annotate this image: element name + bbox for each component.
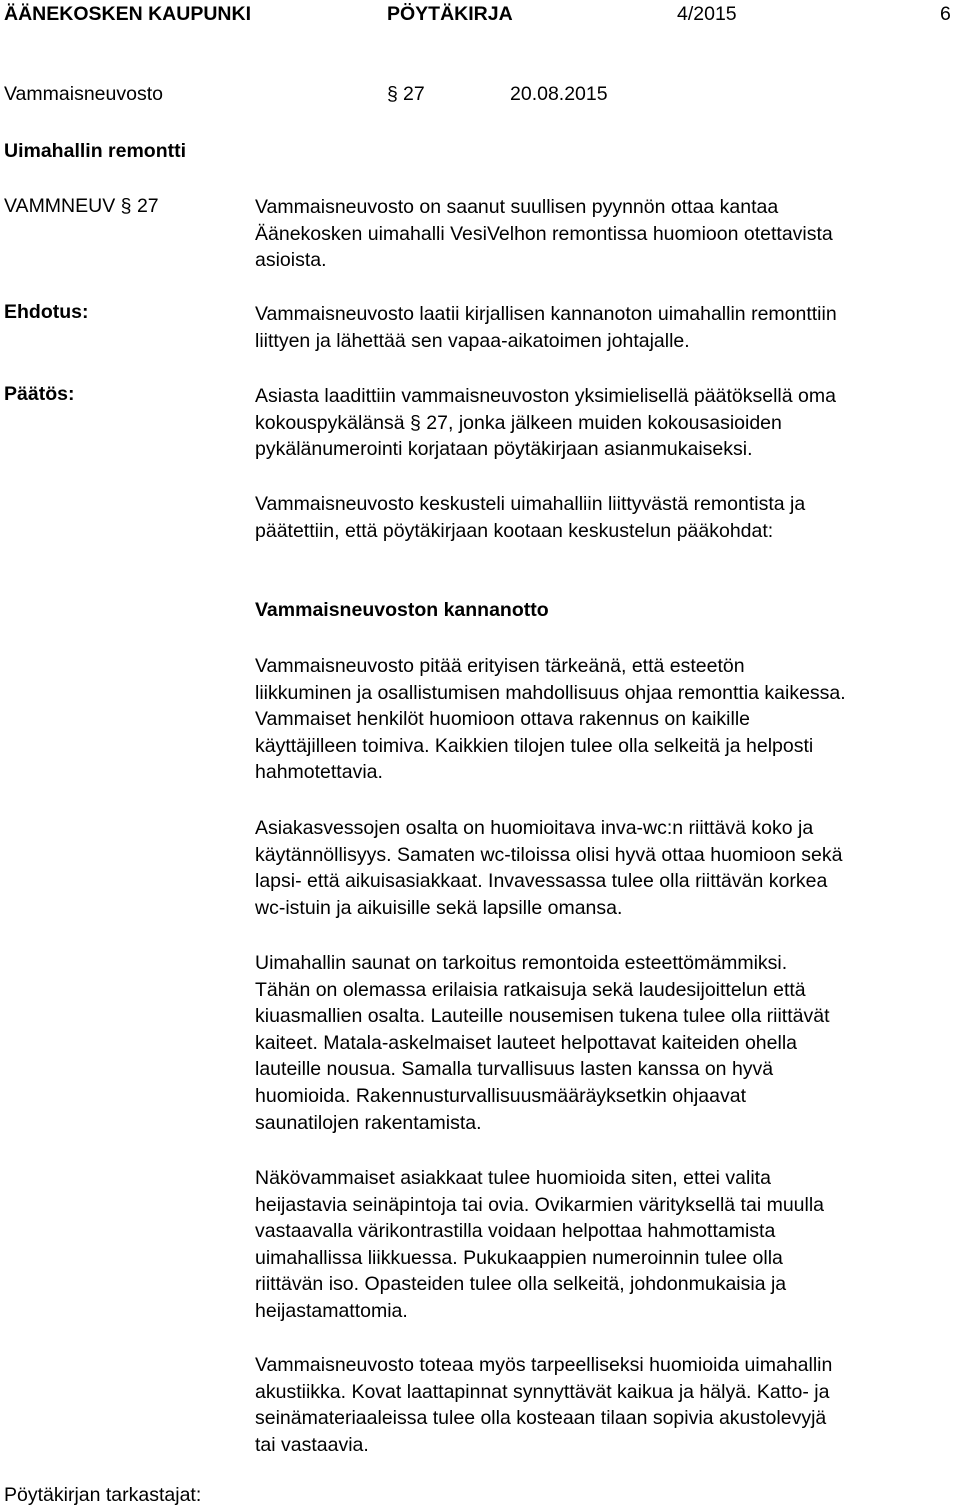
statement-paragraph	[255, 653, 955, 786]
section-sign-icon: §	[120, 195, 132, 217]
case-intro-line: Vammaisneuvosto on saanut suullisen pyynnön ottaa kantaa	[255, 196, 779, 218]
discussion-line: päätettiin, että pöytäkirjaan kootaan keskustelun pääkohdat:	[255, 519, 774, 542]
proposal-label: Ehdotus:	[4, 301, 89, 323]
statement-line: hahmotettavia.	[255, 761, 383, 784]
decision-label: Päätös:	[4, 383, 75, 405]
discussion-line: Vammaisneuvosto keskusteli uimahalliin liittyvästä remontista ja	[255, 493, 806, 515]
discussion-text	[255, 491, 955, 544]
decision-line-part: kokouspykälänsä	[255, 411, 405, 434]
statement-line: lapsi- että aikuisasiakkaat. Invavessassa tulee olla riittävän korkea	[255, 870, 828, 893]
case-ref-number: 27	[136, 195, 159, 217]
page-number: 6	[940, 3, 951, 25]
statement-line: heijastavia seinäpintoja tai ovia. Ovikarmien värityksellä tai muulla	[255, 1193, 825, 1216]
statement-paragraph	[255, 950, 955, 1136]
statement-paragraph	[255, 1352, 955, 1458]
statement-line: Vammaisneuvosto pitää erityisen tärkeänä, että esteetön	[255, 655, 745, 677]
statement-line: huomioida. Rakennusturvallisuusmääräyksetkin ohjaavat	[255, 1084, 747, 1107]
statement-paragraph	[255, 1165, 955, 1325]
statement-line: Vammaiset henkilöt huomioon ottava rakennus on kaikille	[255, 708, 750, 731]
decision-line: pykälänumerointi korjataan pöytäkirjaan asianmukaiseksi.	[255, 438, 753, 461]
body-name: Vammaisneuvosto	[4, 83, 163, 105]
statement-line: liikkuminen ja osallistumisen mahdollisuus ohjaa remonttia kaikessa.	[255, 681, 846, 704]
document-type: PÖYTÄKIRJA	[387, 3, 513, 25]
statement-line: uimahallissa liikkuessa. Pukukaappien numeroinnin tulee olla	[255, 1246, 783, 1269]
reviewers-label: Pöytäkirjan tarkastajat:	[4, 1484, 202, 1506]
statement-line: riittävän iso. Opasteiden tulee olla selkeitä, johdonmukaisia ja	[255, 1273, 787, 1296]
proposal-line: liittyen ja lähettää sen vapaa-aikatoimen johtajalle.	[255, 329, 690, 352]
page-title: Uimahallin remontti	[4, 140, 187, 162]
statement-line: kiuasmallien osalta. Lauteille nousemisen tukena tulee olla riittävät	[255, 1005, 830, 1028]
statement-line: wc-istuin ja aikuisille sekä lapsille omansa.	[255, 896, 623, 919]
statement-line: tai vastaavia.	[255, 1433, 369, 1456]
decision-line: Asiasta laadittiin vammaisneuvoston yksimielisellä päätöksellä oma	[255, 385, 836, 407]
statement-line: käytännöllisyys. Samaten wc-tiloissa olisi hyvä ottaa huomioon sekä	[255, 843, 843, 866]
city-name: ÄÄNEKOSKEN KAUPUNKI	[4, 3, 252, 25]
statement-line: akustiikka. Kovat laattapinnat synnyttävät kaikua ja hälyä. Katto- ja	[255, 1380, 830, 1403]
statement-heading: Vammaisneuvoston kannanotto	[255, 599, 549, 621]
statement-line: Asiakasvessojen osalta on huomioitava inva-wc:n riittävä koko ja	[255, 817, 814, 839]
section-number: 27	[403, 83, 425, 105]
statement-line: vastaavalla värikontrastilla voidaan helpottaa hahmottamista	[255, 1220, 776, 1243]
statement-line: kaiteet. Matala-askelmaiset lauteet helpottavat kaiteiden ohella	[255, 1031, 797, 1054]
section-sign-icon: §	[387, 83, 398, 105]
statement-line: heijastamattomia.	[255, 1299, 408, 1322]
decision-text	[255, 383, 955, 463]
issue-number: 4/2015	[677, 3, 737, 25]
proposal-text	[255, 301, 955, 354]
decision-line-part: 27, jonka jälkeen muiden kokousasioiden	[426, 411, 782, 434]
statement-paragraph	[255, 815, 955, 921]
statement-line: Vammaisneuvosto toteaa myös tarpeelliseksi huomioida uimahallin	[255, 1354, 833, 1376]
statement-line: Uimahallin saunat on tarkoitus remontoida esteettömämmiksi.	[255, 952, 788, 974]
statement-line: Näkövammaiset asiakkaat tulee huomioida siten, ettei valita	[255, 1167, 771, 1189]
statement-line: lauteille nousua. Samalla turvallisuus lasten kanssa on hyvä	[255, 1058, 774, 1081]
statement-line: käyttäjilleen toimiva. Kaikkien tilojen tulee olla selkeitä ja helposti	[255, 734, 814, 757]
case-ref-label: VAMMNEUV	[4, 195, 116, 217]
case-reference	[4, 195, 159, 218]
statement-line: Tähän on olemassa erilaisia ratkaisuja sekä laudesijoittelun että	[255, 978, 806, 1001]
section-sign-icon: §	[410, 411, 421, 434]
case-intro	[255, 194, 955, 274]
meeting-date: 20.08.2015	[510, 83, 608, 105]
proposal-line: Vammaisneuvosto laatii kirjallisen kannanoton uimahallin remonttiin	[255, 303, 837, 325]
statement-line: seinämateriaaleissa tulee olla kosteaan tilaan sopivia akustolevyjä	[255, 1407, 827, 1430]
case-intro-line: Äänekosken uimahalli VesiVelhon remontissa huomioon otettavista	[255, 222, 833, 245]
statement-line: saunatilojen rakentamista.	[255, 1111, 482, 1134]
case-intro-line: asioista.	[255, 249, 327, 272]
decision-line	[255, 410, 955, 437]
